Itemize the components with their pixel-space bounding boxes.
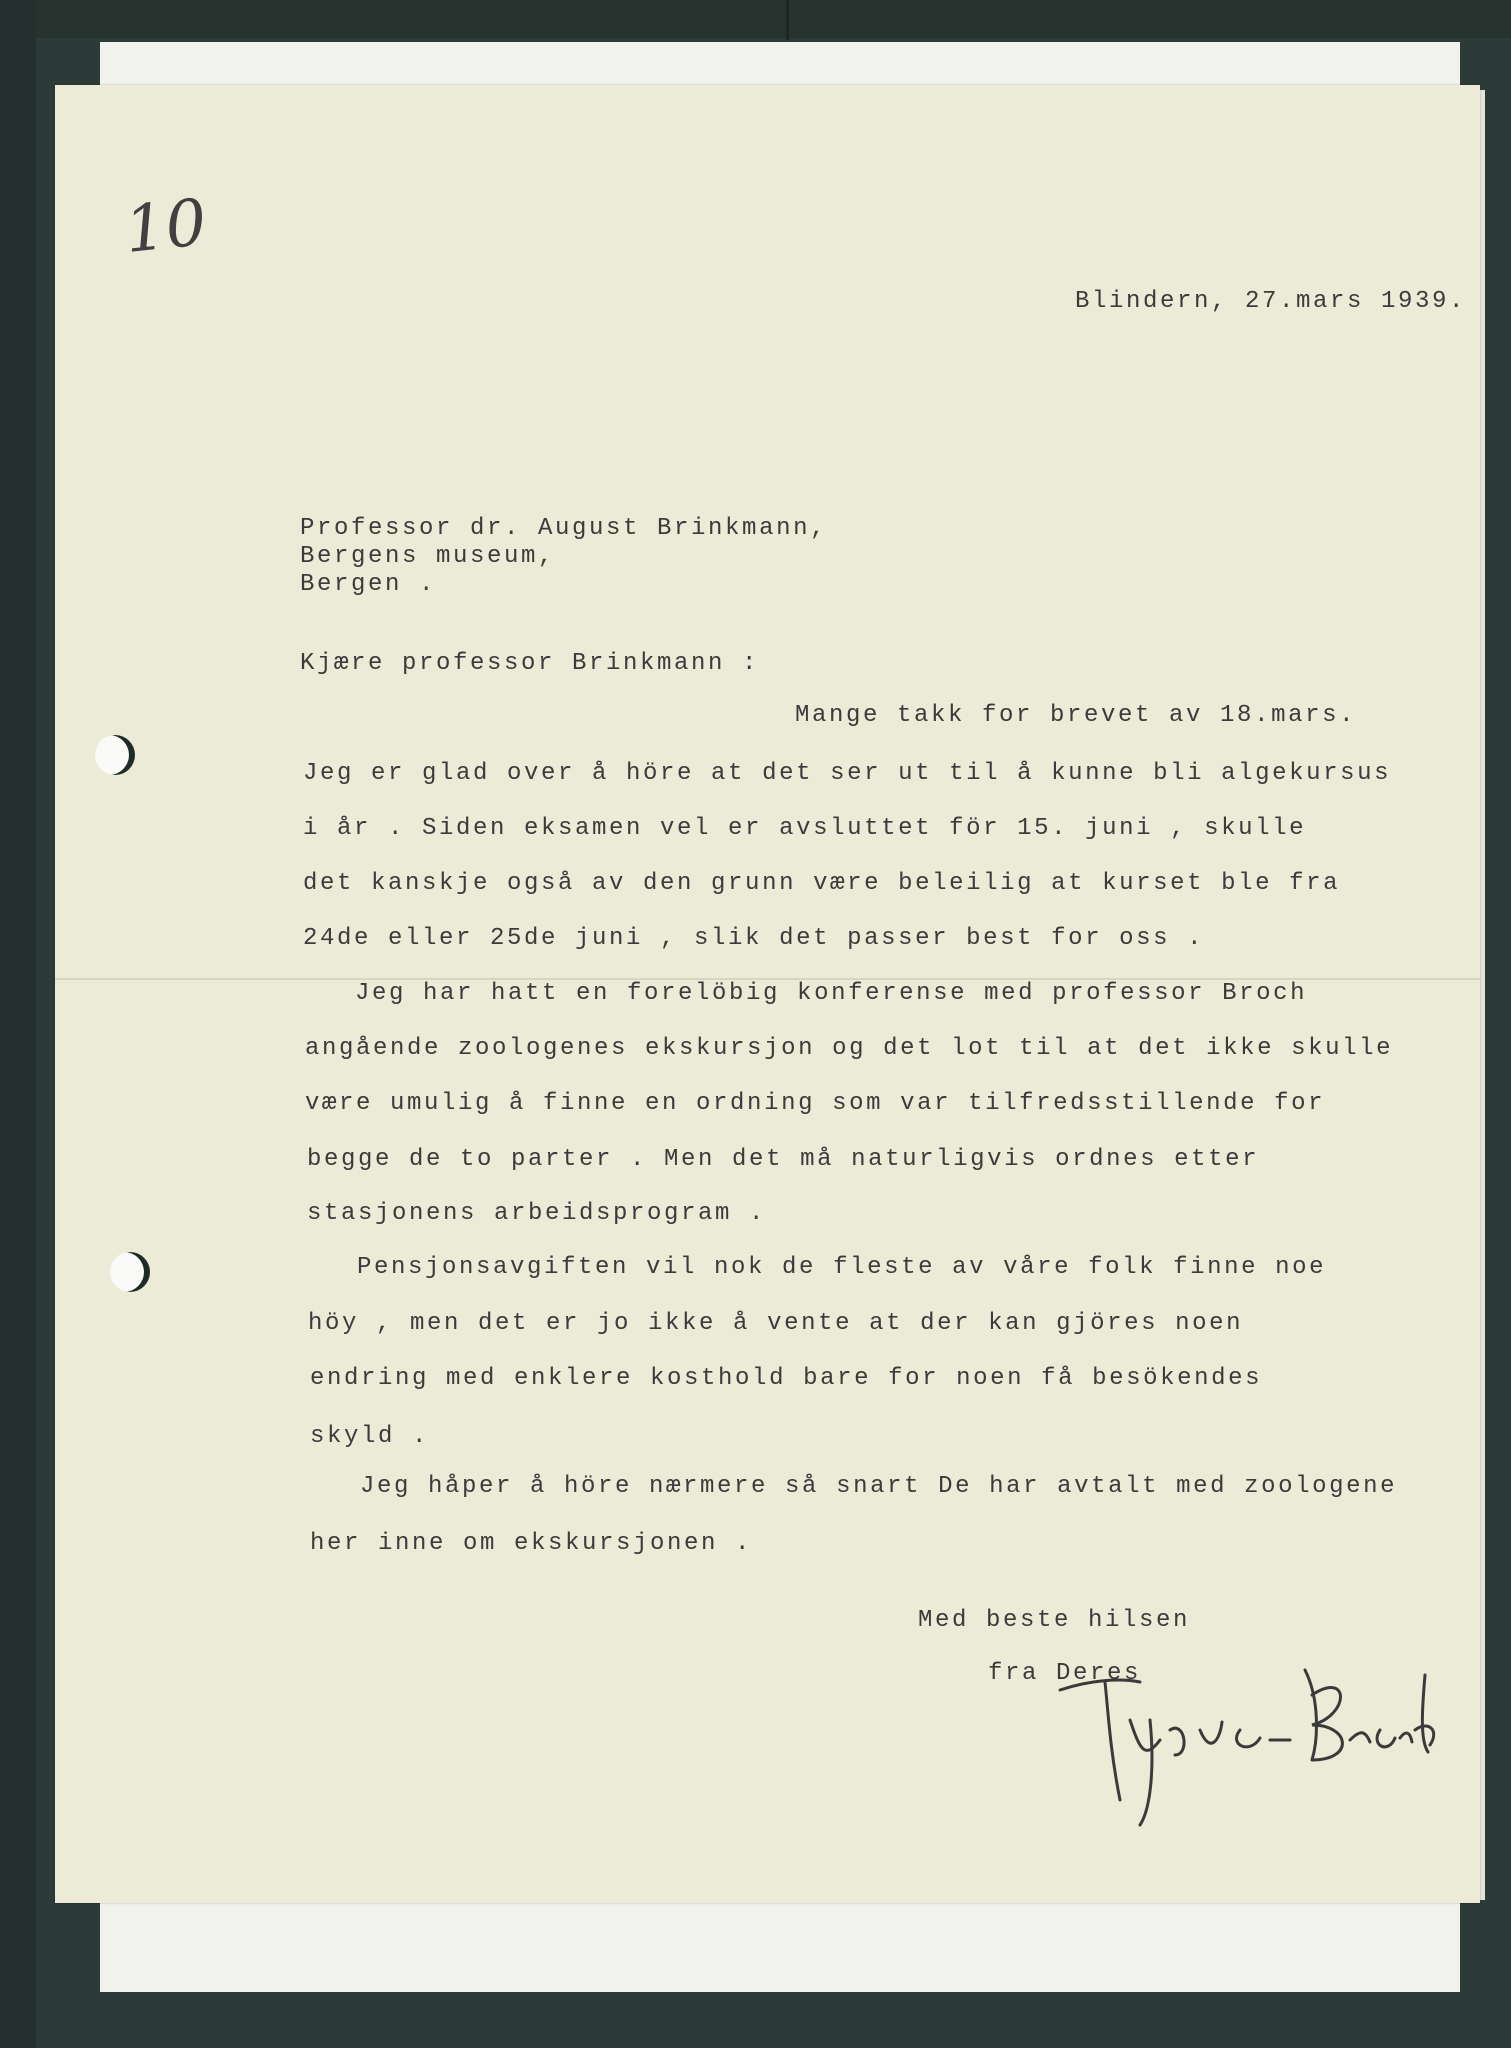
body-line: være umulig å finne en ordning som var tilfredsstillende for	[305, 1090, 1326, 1117]
punch-hole-top	[95, 735, 135, 775]
body-line: Mange takk for brevet av 18.mars.	[795, 702, 1357, 729]
body-line: skyld .	[310, 1423, 430, 1450]
body-line: begge de to parter . Men det må naturligvis ordnes etter	[307, 1146, 1260, 1173]
body-line: Jeg har hatt en forelöbig konferense med professor Broch	[355, 980, 1308, 1007]
place-date: Blindern, 27.mars 1939.	[1075, 288, 1467, 315]
body-line: Jeg er glad over å höre at det ser ut til å kunne bli algekursus	[303, 760, 1392, 787]
recipient-line: Bergens museum,	[300, 543, 556, 570]
body-line: endring med enklere kosthold bare for noen få besökendes	[310, 1365, 1263, 1392]
salutation: Kjære professor Brinkmann :	[300, 650, 760, 677]
body-line: höy , men det er jo ikke å vente at der kan gjöres noen	[308, 1310, 1244, 1337]
body-line: angående zoologenes ekskursjon og det lot til at det ikke skulle	[305, 1035, 1394, 1062]
binder-edge	[786, 0, 789, 40]
punch-hole-bottom	[110, 1252, 150, 1292]
body-line: det kanskje også av den grunn være beleilig at kurset ble fra	[303, 870, 1341, 897]
scan-background-top	[0, 0, 1511, 38]
recipient-line: Professor dr. August Brinkmann,	[300, 515, 828, 542]
handwritten-signature	[1050, 1660, 1450, 1840]
body-line: her inne om ekskursjonen .	[310, 1530, 753, 1557]
body-line: stasjonens arbeidsprogram .	[307, 1200, 767, 1227]
closing-from: fra Deres	[988, 1660, 1142, 1687]
signature-icon	[1050, 1660, 1450, 1835]
body-line: i år . Siden eksamen vel er avsluttet för 15. juni , skulle	[303, 815, 1307, 842]
handwritten-page-number: 10	[121, 185, 211, 269]
body-line: 24de eller 25de juni , slik det passer best for oss .	[303, 925, 1205, 952]
recipient-line: Bergen .	[300, 571, 437, 598]
closing: Med beste hilsen	[918, 1607, 1191, 1634]
body-line: Jeg håper å höre nærmere så snart De har avtalt med zoologene	[360, 1473, 1398, 1500]
body-line: Pensjonsavgiften vil nok de fleste av våre folk finne noe	[357, 1254, 1327, 1281]
scan-background-left	[0, 0, 36, 2048]
